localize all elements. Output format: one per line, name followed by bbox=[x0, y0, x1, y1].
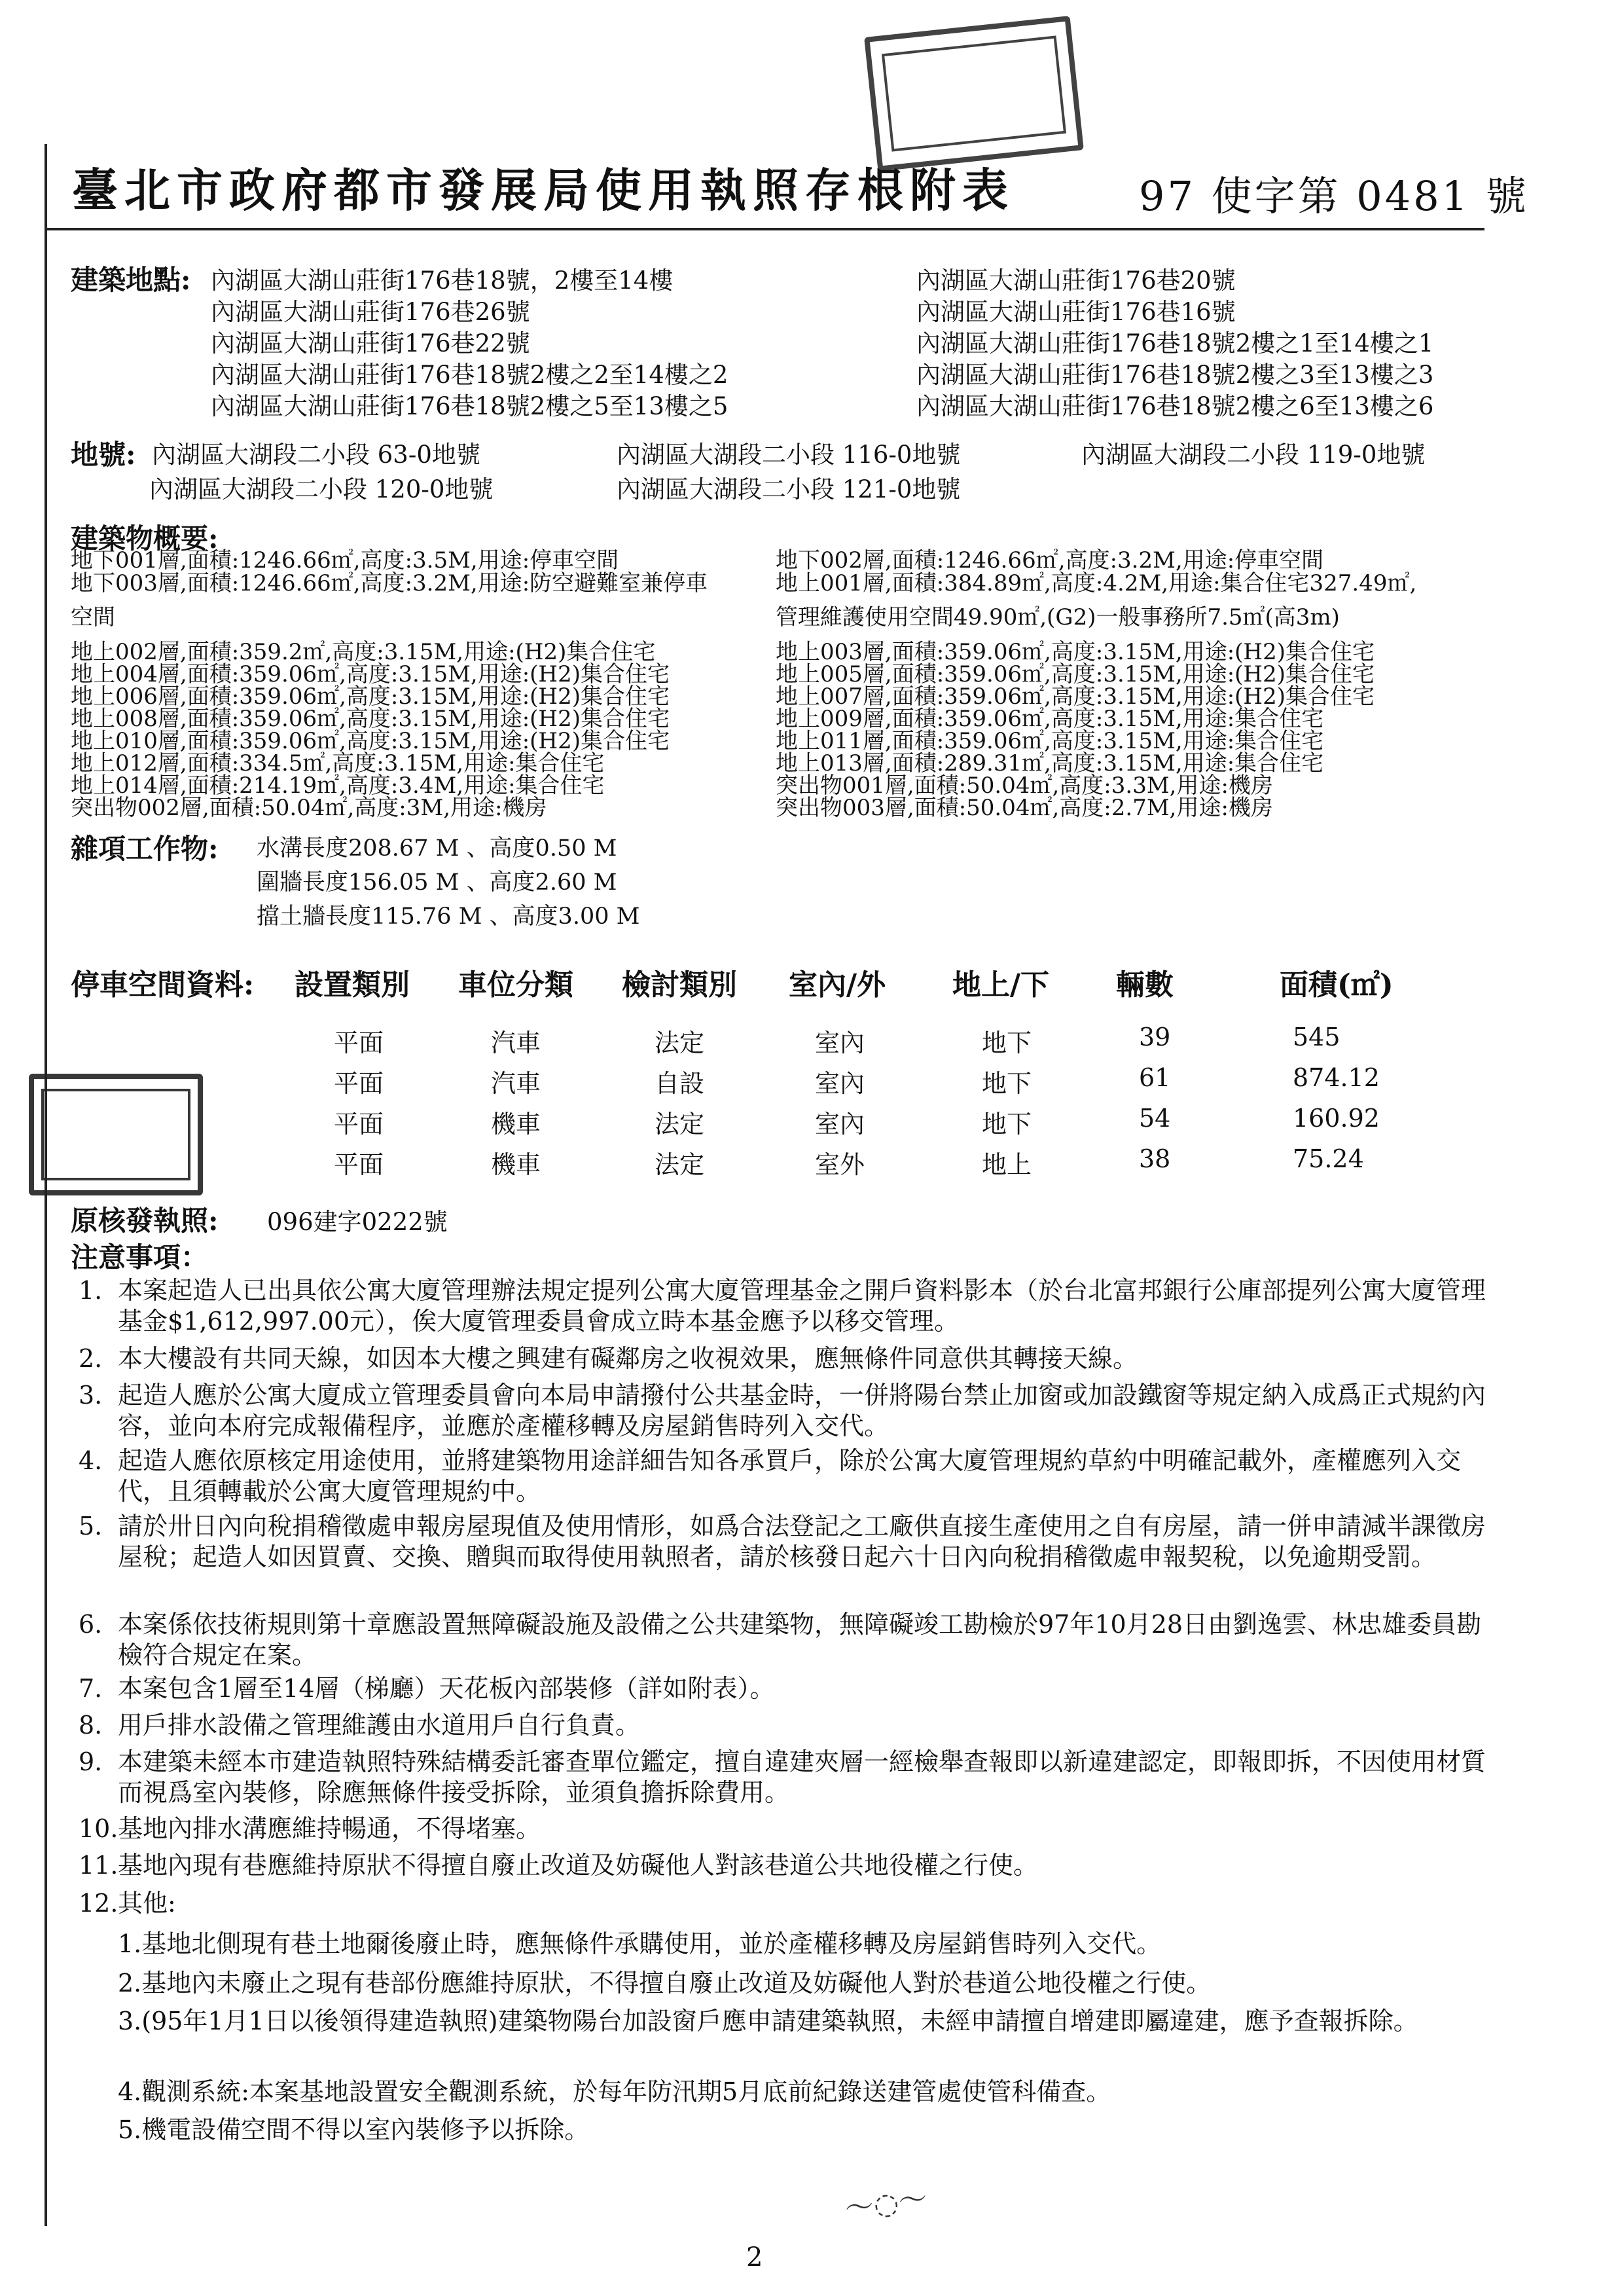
note-text: 基地內排水溝應維持暢通，不得堵塞。 bbox=[118, 1814, 541, 1843]
parking-cell: 平面 bbox=[334, 1110, 384, 1139]
parking-cell: 室外 bbox=[815, 1150, 865, 1179]
overview-right-7: 地上009層,面積:359.06㎡,高度:3.15M,用途:集合住宅 bbox=[776, 706, 1324, 732]
parking-cell: 自設 bbox=[655, 1069, 705, 1098]
parking-cell: 874.12 bbox=[1293, 1063, 1380, 1092]
note-number: 12. bbox=[79, 1889, 118, 1918]
note-text: 本案係依技術規則第十章應設置無障礙設施及設備之公共建築物，無障礙竣工勘檢於97年10月28日由劉逸雲、林忠雄委員勘檢符合規定在案。 bbox=[118, 1610, 1482, 1669]
parking-cell: 地上 bbox=[982, 1150, 1032, 1179]
permit-number: 97 使字第 0481 號 bbox=[1139, 172, 1529, 220]
site-right-3: 內湖區大湖山莊街176巷18號2樓之1至14樓之1 bbox=[916, 329, 1434, 357]
overview-left-8: 地上010層,面積:359.06㎡,高度:3.15M,用途:(H2)集合住宅 bbox=[71, 728, 670, 754]
left-frame-line bbox=[45, 144, 47, 2226]
parking-cell: 平面 bbox=[334, 1069, 384, 1098]
parking-header: 車位分類 bbox=[458, 968, 573, 1002]
note-text: 請於卅日內向稅捐稽徵處申報房屋現值及使用情形，如爲合法登記之工廠供直接生產使用之自有房屋，請一併申請減半課徵房屋稅；起造人如因買賣、交換、贈與而取得使用執照者，請於核發日起六十日內向稅捐稽徵處申報契稅，以免逾期受罰。 bbox=[118, 1512, 1486, 1571]
parking-cell: 平面 bbox=[334, 1150, 384, 1179]
lot-item: 內湖區大湖段二小段 116-0地號 bbox=[617, 441, 961, 469]
parking-cell: 61 bbox=[1139, 1063, 1171, 1092]
parking-cell: 機車 bbox=[491, 1110, 541, 1139]
overview-right-11: 突出物003層,面積:50.04㎡,高度:2.7M,用途:機房 bbox=[776, 795, 1273, 821]
note-number: 8. bbox=[79, 1711, 103, 1740]
overview-left-4: 地上002層,面積:359.2㎡,高度:3.15M,用途:(H2)集合住宅 bbox=[71, 639, 656, 665]
misc-item: 水溝長度208.67 M 、高度0.50 M bbox=[257, 835, 617, 862]
overview-left-10: 地上014層,面積:214.19㎡,高度:3.4M,用途:集合住宅 bbox=[71, 773, 605, 799]
misc-item: 圍牆長度156.05 M 、高度2.60 M bbox=[257, 869, 617, 896]
note-text: 起造人應於公寓大廈成立管理委員會向本局申請撥付公共基金時，一併將陽台禁止加窗或加設鐵窗等規定納入成爲正式規約內容，並向本府完成報備程序，並應於產權移轉及房屋銷售時列入交代。 bbox=[118, 1381, 1486, 1440]
parking-cell: 38 bbox=[1139, 1144, 1171, 1173]
parking-cell: 54 bbox=[1139, 1104, 1171, 1133]
parking-cell: 室內 bbox=[815, 1110, 865, 1139]
note-5 bbox=[79, 1511, 1492, 1573]
parking-cell: 平面 bbox=[334, 1029, 384, 1057]
note-text: 其他: bbox=[118, 1889, 176, 1918]
parking-cell: 75.24 bbox=[1293, 1144, 1364, 1173]
overview-left-1: 地下001層,面積:1246.66㎡,高度:3.5M,用途:停車空間 bbox=[71, 547, 619, 574]
overview-right-4: 地上003層,面積:359.06㎡,高度:3.15M,用途:(H2)集合住宅 bbox=[776, 639, 1375, 665]
permit-value: 096建字0222號 bbox=[267, 1208, 448, 1236]
note-12 bbox=[79, 1888, 1492, 1919]
site-right-1: 內湖區大湖山莊街176巷20號 bbox=[916, 266, 1236, 295]
parking-cell: 地下 bbox=[982, 1110, 1032, 1139]
parking-cell: 法定 bbox=[655, 1110, 705, 1139]
note-11 bbox=[79, 1850, 1492, 1881]
overview-right-9: 地上013層,面積:289.31㎡,高度:3.15M,用途:集合住宅 bbox=[776, 750, 1324, 776]
overview-right-8: 地上011層,面積:359.06㎡,高度:3.15M,用途:集合住宅 bbox=[776, 728, 1324, 754]
note-1 bbox=[79, 1275, 1492, 1337]
page-number: 2 bbox=[746, 2242, 763, 2272]
parking-header: 檢討類別 bbox=[622, 968, 737, 1002]
site-right-2: 內湖區大湖山莊街176巷16號 bbox=[916, 298, 1236, 326]
overview-left-5: 地上004層,面積:359.06㎡,高度:3.15M,用途:(H2)集合住宅 bbox=[71, 661, 670, 687]
note-number: 9. bbox=[79, 1747, 103, 1776]
parking-cell: 法定 bbox=[655, 1150, 705, 1179]
overview-right-6: 地上007層,面積:359.06㎡,高度:3.15M,用途:(H2)集合住宅 bbox=[776, 683, 1375, 710]
note-number: 3. bbox=[79, 1381, 103, 1410]
parking-cell: 機車 bbox=[491, 1150, 541, 1179]
sub-note-5: 5.機電設備空間不得以室內裝修予以拆除。 bbox=[118, 2115, 590, 2144]
parking-cell: 室內 bbox=[815, 1069, 865, 1098]
overview-right-10: 突出物001層,面積:50.04㎡,高度:3.3M,用途:機房 bbox=[776, 773, 1273, 799]
note-3 bbox=[79, 1380, 1492, 1442]
parking-cell: 545 bbox=[1293, 1023, 1340, 1051]
parking-cell: 汽車 bbox=[491, 1069, 541, 1098]
lot-item: 內湖區大湖段二小段 120-0地號 bbox=[149, 475, 494, 503]
overview-label: 建築物概要: bbox=[71, 522, 219, 555]
sub-note-4: 4.觀測系統:本案基地設置安全觀測系統，於每年防汛期5月底前紀錄送建管處使管科備查。 bbox=[118, 2077, 1111, 2106]
parking-label: 停車空間資料: bbox=[71, 968, 255, 1002]
site-left-4: 內湖區大湖山莊街176巷18號2樓之2至14樓之2 bbox=[211, 361, 728, 389]
sub-note-3: 3.(95年1月1日以後領得建造執照)建築物陽台加設窗戶應申請建築執照，未經申請擅自增建即屬違建，應予查報拆除。 bbox=[118, 2007, 1418, 2035]
parking-cell: 160.92 bbox=[1293, 1104, 1380, 1133]
top-seal-stamp bbox=[864, 16, 1084, 172]
note-8 bbox=[79, 1710, 1492, 1741]
site-left-2: 內湖區大湖山莊街176巷26號 bbox=[211, 298, 530, 326]
sub-note-2: 2.基地內未廢止之現有巷部份應維持原狀，不得擅自廢止改道及妨礙他人對於巷道公地役權之行使。 bbox=[118, 1969, 1212, 1997]
overview-right-5: 地上005層,面積:359.06㎡,高度:3.15M,用途:(H2)集合住宅 bbox=[776, 661, 1375, 687]
note-text: 本案包含1層至14層（梯廳）天花板內部裝修（詳如附表）。 bbox=[118, 1674, 775, 1703]
overview-left-11: 突出物002層,面積:50.04㎡,高度:3M,用途:機房 bbox=[71, 795, 547, 821]
note-4 bbox=[79, 1446, 1492, 1507]
note-number: 2. bbox=[79, 1344, 103, 1373]
overview-left-6: 地上006層,面積:359.06㎡,高度:3.15M,用途:(H2)集合住宅 bbox=[71, 683, 670, 710]
header-divider bbox=[45, 228, 1484, 230]
note-number: 4. bbox=[79, 1446, 103, 1475]
misc-label: 雜項工作物: bbox=[71, 833, 219, 865]
site-left-3: 內湖區大湖山莊街176巷22號 bbox=[211, 329, 530, 357]
site-label: 建築地點: bbox=[71, 264, 191, 296]
note-text: 本大樓設有共同天線，如因本大樓之興建有礙鄰房之收視效果，應無條件同意供其轉接天線。 bbox=[118, 1344, 1138, 1373]
document-title: 臺北市政府都市發展局使用執照存根附表 bbox=[72, 163, 1015, 217]
overview-right-3: 管理維護使用空間49.90㎡,(G2)一般事務所7.5㎡(高3m) bbox=[776, 604, 1340, 630]
note-6 bbox=[79, 1609, 1492, 1671]
note-9 bbox=[79, 1747, 1492, 1808]
parking-cell: 室內 bbox=[815, 1029, 865, 1057]
overview-left-3: 空間 bbox=[71, 604, 115, 630]
permit-label: 原核發執照: bbox=[71, 1205, 219, 1237]
lot-item: 內湖區大湖段二小段 63-0地號 bbox=[152, 441, 480, 469]
note-text: 起造人應依原核定用途使用，並將建築物用途詳細告知各承買戶，除於公寓大廈管理規約草約中明確記載外，產權應列入交代，且須轉載於公寓大廈管理規約中。 bbox=[118, 1446, 1462, 1506]
bottom-scribble-mark: 〜◌〜 bbox=[842, 2181, 929, 2227]
note-text: 基地內現有巷應維持原狀不得擅自廢止改道及妨礙他人對該巷道公共地役權之行使。 bbox=[118, 1851, 1039, 1880]
note-text: 本案起造人已出具依公寓大廈管理辦法規定提列公寓大廈管理基金之開戶資料影本（於台北富邦銀行公庫部提列公寓大廈管理基金$1,612,997.00元），俟大廈管理委員會成立時本基金應予以移交管理。 bbox=[118, 1276, 1486, 1336]
note-number: 10. bbox=[79, 1814, 118, 1843]
note-2 bbox=[79, 1343, 1492, 1374]
notes-label: 注意事項： bbox=[71, 1241, 209, 1273]
site-right-4: 內湖區大湖山莊街176巷18號2樓之3至13樓之3 bbox=[916, 361, 1434, 389]
note-number: 11. bbox=[79, 1851, 118, 1880]
note-number: 5. bbox=[79, 1512, 103, 1540]
overview-left-7: 地上008層,面積:359.06㎡,高度:3.15M,用途:(H2)集合住宅 bbox=[71, 706, 670, 732]
parking-header: 室內/外 bbox=[789, 968, 886, 1002]
overview-right-1: 地下002層,面積:1246.66㎡,高度:3.2M,用途:停車空間 bbox=[776, 547, 1324, 574]
overview-left-2: 地下003層,面積:1246.66㎡,高度:3.2M,用途:防空避難室兼停車 bbox=[71, 570, 708, 596]
note-text: 本建築未經本市建造執照特殊結構委託審查單位鑑定，擅自違建夾層一經檢舉查報即以新違建認定，即報即拆，不因使用材質而視爲室內裝修，除應無條件接受拆除，並須負擔拆除費用。 bbox=[118, 1747, 1486, 1807]
left-seal-stamp bbox=[29, 1074, 203, 1195]
note-number: 6. bbox=[79, 1610, 103, 1639]
note-10 bbox=[79, 1813, 1492, 1844]
site-right-5: 內湖區大湖山莊街176巷18號2樓之6至13樓之6 bbox=[916, 392, 1434, 420]
misc-item: 擋土牆長度115.76 M 、高度3.00 M bbox=[257, 903, 640, 930]
lots-label: 地號: bbox=[71, 439, 136, 471]
sub-note-1: 1.基地北側現有巷土地爾後廢止時，應無條件承購使用，並於產權移轉及房屋銷售時列入交代。 bbox=[118, 1929, 1162, 1958]
note-7 bbox=[79, 1673, 1492, 1704]
site-left-1: 內湖區大湖山莊街176巷18號，2樓至14樓 bbox=[211, 266, 674, 295]
note-number: 7. bbox=[79, 1674, 103, 1703]
parking-cell: 汽車 bbox=[491, 1029, 541, 1057]
parking-cell: 地下 bbox=[982, 1029, 1032, 1057]
parking-header: 輛數 bbox=[1116, 968, 1174, 1002]
note-text: 用戶排水設備之管理維護由水道用戶自行負責。 bbox=[118, 1711, 641, 1740]
overview-right-2: 地上001層,面積:384.89㎡,高度:4.2M,用途:集合住宅327.49㎡, bbox=[776, 570, 1417, 596]
lot-item: 內湖區大湖段二小段 119-0地號 bbox=[1081, 441, 1426, 469]
parking-cell: 地下 bbox=[982, 1069, 1032, 1098]
site-left-5: 內湖區大湖山莊街176巷18號2樓之5至13樓之5 bbox=[211, 392, 728, 420]
parking-header: 地上/下 bbox=[952, 968, 1050, 1002]
parking-header: 設置類別 bbox=[295, 968, 410, 1002]
note-number: 1. bbox=[79, 1276, 103, 1305]
overview-left-9: 地上012層,面積:334.5㎡,高度:3.15M,用途:集合住宅 bbox=[71, 750, 605, 776]
lot-item: 內湖區大湖段二小段 121-0地號 bbox=[617, 475, 961, 503]
parking-cell: 39 bbox=[1139, 1023, 1171, 1051]
parking-cell: 法定 bbox=[655, 1029, 705, 1057]
parking-header: 面積(㎡) bbox=[1280, 968, 1393, 1002]
